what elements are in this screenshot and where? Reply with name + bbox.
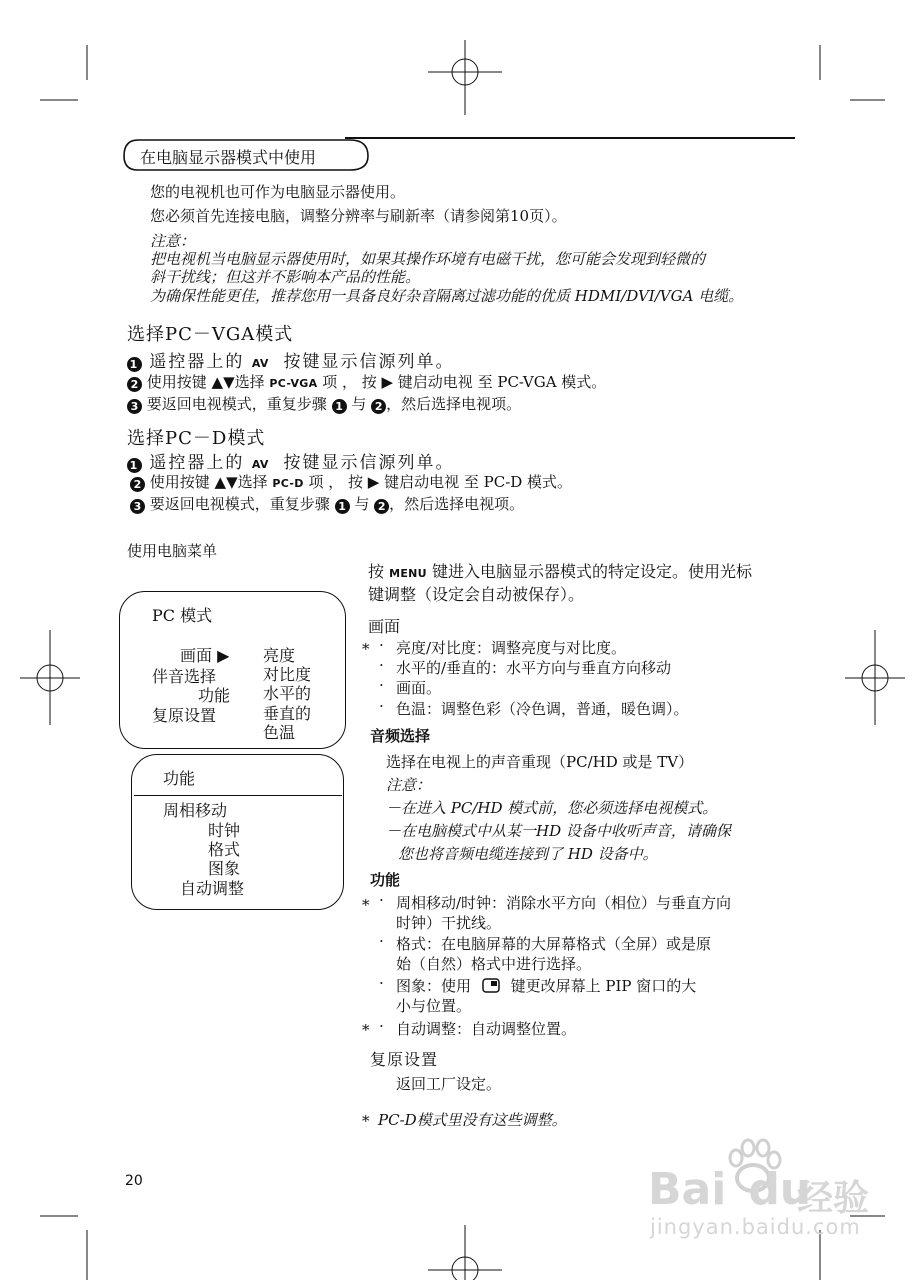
features-item-clock[interactable]: 时钟: [208, 821, 241, 840]
pcd-step-2: 2 使用按键 ▲▼选择 PC-D 项 ， 按 ▶ 键启动电视 至 PC-D 模式。: [130, 471, 572, 492]
bullet: ·: [379, 636, 384, 654]
section-title: 在电脑显示器模式中使用: [140, 148, 317, 167]
pip-key-icon: [482, 978, 500, 993]
vga-heading: 选择PC－VGA模式: [127, 324, 294, 345]
pc-submenu-horizontal[interactable]: 水平的: [263, 684, 312, 703]
features-heading: 功能: [370, 871, 401, 889]
star-mark: *: [362, 640, 370, 658]
features-desc-1a: 周相移动/时钟：消除水平方向（相位）与垂直方向: [396, 894, 732, 912]
pc-submenu-vertical[interactable]: 垂直的: [263, 704, 312, 723]
step-number-icon: 2: [130, 477, 145, 492]
step-number-icon: 3: [130, 499, 145, 514]
step-number-icon: 2: [127, 377, 142, 392]
features-item-picture[interactable]: 图象: [208, 859, 241, 878]
vga-step-2: 2 使用按键 ▲▼选择 PC-VGA 项 ， 按 ▶ 键启动电视 至 PC-VGA 模式。: [127, 371, 606, 392]
step-number-icon: 1: [127, 357, 142, 372]
picture-item-3: 画面。: [396, 679, 442, 697]
bullet: ·: [379, 697, 384, 715]
picture-item-4: 色温：调整色彩（冷色调，普通，暖色调）。: [396, 700, 689, 718]
av-key: AV: [251, 458, 269, 471]
footnote-star: *: [362, 1112, 370, 1130]
note-label: 注意：: [150, 232, 196, 250]
features-desc-2b: 始（自然）格式中进行选择。: [396, 955, 592, 973]
pc-menu-item-reset[interactable]: 复原设置: [152, 706, 217, 725]
star-mark: *: [362, 896, 370, 914]
av-key: AV: [251, 357, 269, 370]
features-desc-3b: 小与位置。: [396, 997, 472, 1015]
audio-line-1: 选择在电视上的声音重现（PC/HD 或是 TV）: [386, 753, 694, 771]
picture-item-1: 亮度/对比度：调整亮度与对比度。: [396, 639, 627, 657]
vga-step-3: 3 要返回电视模式，重复步骤 1 与 2 ，然后选择电视项。: [127, 393, 521, 414]
audio-line-2: －在进入 PC/HD 模式前，您必须选择电视模式。: [386, 799, 718, 817]
step-ref-icon: 1: [332, 399, 347, 414]
features-item-format[interactable]: 格式: [208, 840, 241, 859]
features-item-phase[interactable]: 周相移动: [163, 801, 228, 820]
watermark-suffix: 经验: [797, 1178, 870, 1219]
picture-heading: 画面: [368, 617, 401, 636]
pc-d-key: PC-D: [272, 477, 304, 490]
intro-line-1: 您的电视机也可作为电脑显示器使用。: [150, 183, 406, 201]
desc-intro-1: 按 MENU 键进入电脑显示器模式的特定设定。使用光标: [368, 562, 753, 581]
note-1a: 把电视机当电脑显示器使用时，如果其操作环境有电磁干扰，您可能会发现到轻微的: [150, 250, 706, 268]
step-number-icon: 3: [127, 399, 142, 414]
pc-submenu-brightness[interactable]: 亮度: [263, 646, 296, 665]
vga-step-1: 1 遥控器上的 AV 按键显示信源列单。: [127, 347, 455, 372]
features-menu-divider: [134, 795, 342, 796]
footnote: PC-D模式里没有这些调整。: [378, 1111, 567, 1129]
reset-heading: 复原设置: [370, 1050, 439, 1069]
audio-line-3: －在电脑模式中从某一HD 设备中收听声音，请确保: [386, 822, 731, 840]
step-ref-icon: 2: [371, 399, 386, 414]
picture-item-2: 水平的/垂直的：水平方向与垂直方向移动: [396, 659, 672, 677]
bullet: ·: [379, 932, 384, 950]
pc-menu-item-picture[interactable]: 画面 ▶: [180, 646, 230, 665]
audio-line-4: 您也将音频电缆连接到了 HD 设备中。: [398, 845, 658, 863]
page-number: 20: [125, 1173, 143, 1189]
bullet: ·: [379, 656, 384, 674]
features-item-auto-adjust[interactable]: 自动调整: [180, 879, 245, 898]
desc-intro-2: 键调整（设定会自动被保存）。: [368, 585, 585, 604]
pcd-heading: 选择PC－D模式: [127, 428, 266, 449]
note-1b: 斜干扰线；但这并不影响本产品的性能。: [150, 268, 421, 286]
features-desc-4: 自动调整：自动调整位置。: [396, 1020, 577, 1038]
pc-menu-title: PC 模式: [152, 606, 213, 625]
pc-submenu-color-temp[interactable]: 色温: [263, 723, 296, 742]
menu-key: MENU: [389, 567, 427, 580]
audio-heading: 音频选择: [370, 727, 431, 745]
pcd-step-1: 1 遥控器上的 AV 按键显示信源列单。: [127, 448, 455, 473]
star-mark: *: [362, 1021, 370, 1039]
watermark-url: jingyan.baidu.com: [650, 1215, 861, 1239]
reset-line: 返回工厂设定。: [396, 1075, 502, 1093]
note-2: 为确保性能更佳，推荐您用一具备良好杂音隔离过滤功能的优质 HDMI/DVI/VGA 电缆。: [150, 287, 744, 305]
intro-line-2: 您必须首先连接电脑，调整分辨率与刷新率（请参阅第10页）。: [150, 207, 567, 225]
bullet: ·: [379, 891, 384, 909]
features-desc-1b: 时钟）干扰线。: [396, 914, 502, 932]
features-desc-3a: 图象：使用 键更改屏幕上 PIP 窗口的大: [396, 977, 697, 995]
step-ref-icon: 1: [335, 499, 350, 514]
watermark-brand: Bai du: [648, 1164, 812, 1215]
pc-menu-item-features[interactable]: 功能: [198, 686, 231, 705]
pc-submenu-contrast[interactable]: 对比度: [263, 665, 312, 684]
bullet: ·: [379, 676, 384, 694]
step-ref-icon: 2: [374, 499, 389, 514]
pc-vga-key: PC-VGA: [269, 377, 318, 390]
audio-note-label: 注意：: [386, 776, 432, 794]
bullet: ·: [379, 974, 384, 992]
menu-heading: 使用电脑菜单: [127, 542, 218, 560]
pc-menu-item-audio[interactable]: 伴音选择: [152, 667, 217, 686]
pcd-step-3: 3 要返回电视模式，重复步骤 1 与 2 ，然后选择电视项。: [130, 493, 524, 514]
bullet: ·: [379, 1017, 384, 1035]
features-menu-title: 功能: [163, 769, 196, 788]
step-number-icon: 1: [127, 458, 142, 473]
features-desc-2a: 格式：在电脑屏幕的大屏幕格式（全屏）或是原: [396, 935, 712, 953]
